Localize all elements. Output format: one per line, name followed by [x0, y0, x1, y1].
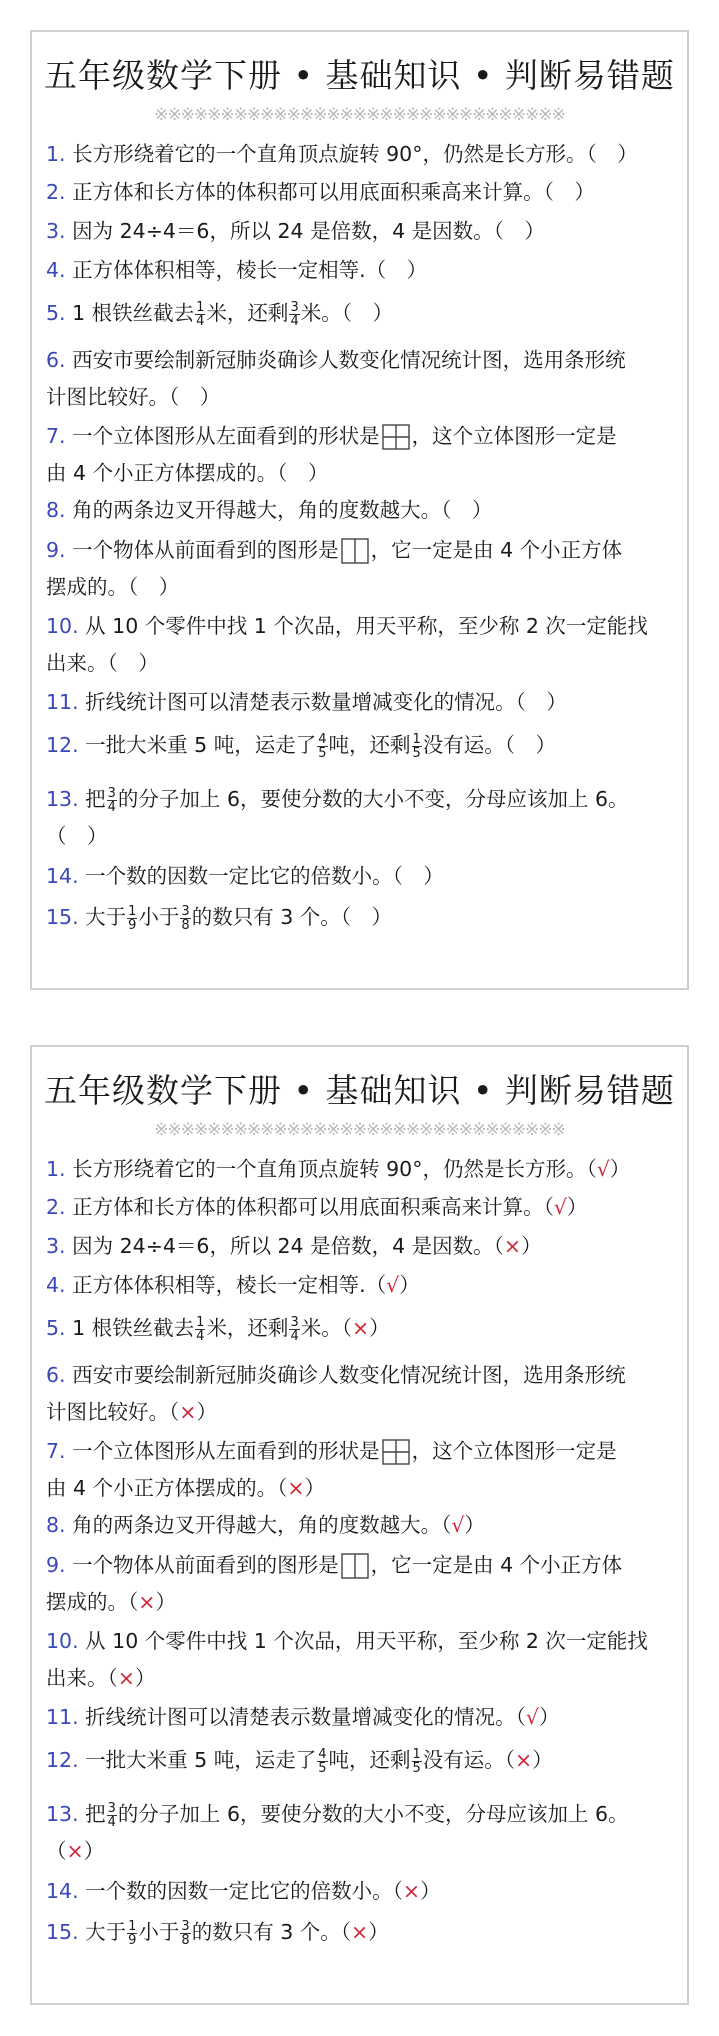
- cross-mark: ×: [402, 1879, 421, 1903]
- cross-mark: ×: [503, 1234, 522, 1258]
- answer-14: 14. 一个数的因数一定比它的倍数小。（×）: [46, 1879, 441, 1903]
- question-14: 14. 一个数的因数一定比它的倍数小。（ ）: [46, 864, 444, 888]
- fraction: $\frac{1}{5}$: [412, 1746, 421, 1776]
- fraction: $\frac{1}{9}$: [128, 903, 137, 933]
- check-mark: √: [525, 1705, 539, 1729]
- fraction: $\frac{4}{5}$: [318, 1746, 327, 1776]
- question-9: 9. 一个物体从前面看到的图形是 ，它一定是由 4 个小正方体 摆成的。（ ）: [46, 538, 623, 599]
- answer-4: 4. 正方体体积相等，棱长一定相等.（√）: [46, 1273, 420, 1297]
- question-10: 10. 从 10 个零件中找 1 个次品，用天平称，至少称 2 次一定能找 出来。（ ）: [46, 614, 648, 675]
- fraction: $\frac{3}{8}$: [181, 1918, 190, 1948]
- answer-8: 8. 角的两条边叉开得越大，角的度数越大。（√）: [46, 1513, 485, 1537]
- answer-7: 7. 一个立体图形从左面看到的形状是 ，这个立体图形一定是 由 4 个小正方体摆成的。（×）: [46, 1439, 617, 1500]
- answer-3: 3. 因为 24÷4＝6，所以 24 是倍数，4 是因数。（×）: [46, 1234, 542, 1258]
- answer-10: 10. 从 10 个零件中找 1 个次品，用天平称，至少称 2 次一定能找 出来。（×）: [46, 1629, 648, 1690]
- check-mark: √: [451, 1513, 465, 1537]
- answer-6: 6. 西安市要绘制新冠肺炎确诊人数变化情况统计图，选用条形统 计图比较好。（×）: [46, 1363, 626, 1424]
- question-3: 3. 因为 24÷4＝6，所以 24 是倍数，4 是因数。（ ）: [46, 219, 545, 243]
- answer-15: 15. 大于 $\frac{1}{9}$ 小于 $\frac{3}{8}$ 的数只有 3 个。（×）: [46, 1918, 389, 1948]
- answer-13: 13. 把 $\frac{3}{4}$ 的分子加上 6，要使分数的大小不变，分母应该加上 6。 （×）: [46, 1800, 629, 1863]
- cross-mark: ×: [138, 1590, 156, 1614]
- cross-mark: ×: [117, 1666, 135, 1690]
- question-4: 4. 正方体体积相等，棱长一定相等.（ ）: [46, 258, 428, 282]
- fraction: $\frac{3}{4}$: [107, 785, 116, 815]
- cross-mark: ×: [179, 1400, 197, 1424]
- fraction: $\frac{3}{4}$: [290, 299, 299, 329]
- answer-9: 9. 一个物体从前面看到的图形是 ，它一定是由 4 个小正方体 摆成的。（×）: [46, 1553, 623, 1614]
- question-6: 6. 西安市要绘制新冠肺炎确诊人数变化情况统计图，选用条形统 计图比较好。（ ）: [46, 348, 626, 409]
- cross-mark: ×: [66, 1839, 84, 1863]
- check-mark: √: [596, 1157, 610, 1181]
- question-11: 11. 折线统计图可以清楚表示数量增减变化的情况。（ ）: [46, 690, 567, 714]
- worksheet-blank: [30, 30, 689, 990]
- decorative-divider: ※※※※※※※※※※※※※※※※※※※※※※※※※※※※※※※: [154, 105, 565, 125]
- worksheet-title: 五年级数学下册 • 基础知识 • 判断易错题: [44, 56, 675, 95]
- answer-1: 1. 长方形绕着它的一个直角顶点旋转 90°，仍然是长方形。（√）: [46, 1157, 631, 1181]
- check-mark: √: [386, 1273, 400, 1297]
- answer-12: 12. 一批大米重 5 吨，运走了 $\frac{4}{5}$ 吨，还剩 $\frac{1}{5}$ 没有运。（×）: [46, 1746, 553, 1776]
- one-by-two-grid-icon: [341, 1553, 369, 1579]
- fraction: $\frac{4}{5}$: [318, 731, 327, 761]
- question-2: 2. 正方体和长方体的体积都可以用底面积乘高来计算。（ ）: [46, 180, 595, 204]
- one-by-two-grid-icon: [341, 538, 369, 564]
- fraction: $\frac{1}{4}$: [196, 1314, 205, 1344]
- question-1: 1. 长方形绕着它的一个直角顶点旋转 90°，仍然是长方形。（ ）: [46, 142, 638, 166]
- question-5: 5. 1 根铁丝截去 $\frac{1}{4}$ 米，还剩 $\frac{3}{4}$ 米。（ ）: [46, 299, 393, 329]
- fraction: $\frac{3}{4}$: [290, 1314, 299, 1344]
- worksheet-title: 五年级数学下册 • 基础知识 • 判断易错题: [44, 1071, 675, 1110]
- fraction: $\frac{3}{4}$: [107, 1800, 116, 1830]
- question-12: 12. 一批大米重 5 吨，运走了 $\frac{4}{5}$ 吨，还剩 $\frac{1}{5}$ 没有运。（ ）: [46, 731, 557, 761]
- cross-mark: ×: [287, 1476, 305, 1500]
- two-by-two-grid-icon: [382, 424, 410, 450]
- two-by-two-grid-icon: [382, 1439, 410, 1465]
- decorative-divider: ※※※※※※※※※※※※※※※※※※※※※※※※※※※※※※※: [154, 1120, 565, 1140]
- question-15: 15. 大于 $\frac{1}{9}$ 小于 $\frac{3}{8}$ 的数只有 3 个。（ ）: [46, 903, 393, 933]
- cross-mark: ×: [351, 1920, 369, 1944]
- worksheet-answers: [30, 1045, 689, 2005]
- cross-mark: ×: [351, 1316, 370, 1340]
- answer-11: 11. 折线统计图可以清楚表示数量增减变化的情况。（√）: [46, 1705, 560, 1729]
- fraction: $\frac{3}{8}$: [181, 903, 190, 933]
- cross-mark: ×: [515, 1748, 533, 1772]
- fraction: $\frac{1}{5}$: [412, 731, 421, 761]
- question-7: 7. 一个立体图形从左面看到的形状是 ，这个立体图形一定是 由 4 个小正方体摆成的。（ ）: [46, 424, 617, 485]
- question-8: 8. 角的两条边叉开得越大，角的度数越大。（ ）: [46, 498, 493, 522]
- answer-5: 5. 1 根铁丝截去 $\frac{1}{4}$ 米，还剩 $\frac{3}{4}$ 米。（×）: [46, 1314, 390, 1344]
- answer-2: 2. 正方体和长方体的体积都可以用底面积乘高来计算。（√）: [46, 1195, 588, 1219]
- check-mark: √: [553, 1195, 567, 1219]
- fraction: $\frac{1}{9}$: [128, 1918, 137, 1948]
- fraction: $\frac{1}{4}$: [196, 299, 205, 329]
- question-13: 13. 把 $\frac{3}{4}$ 的分子加上 6，要使分数的大小不变，分母应该加上 6。 （ ）: [46, 785, 629, 848]
